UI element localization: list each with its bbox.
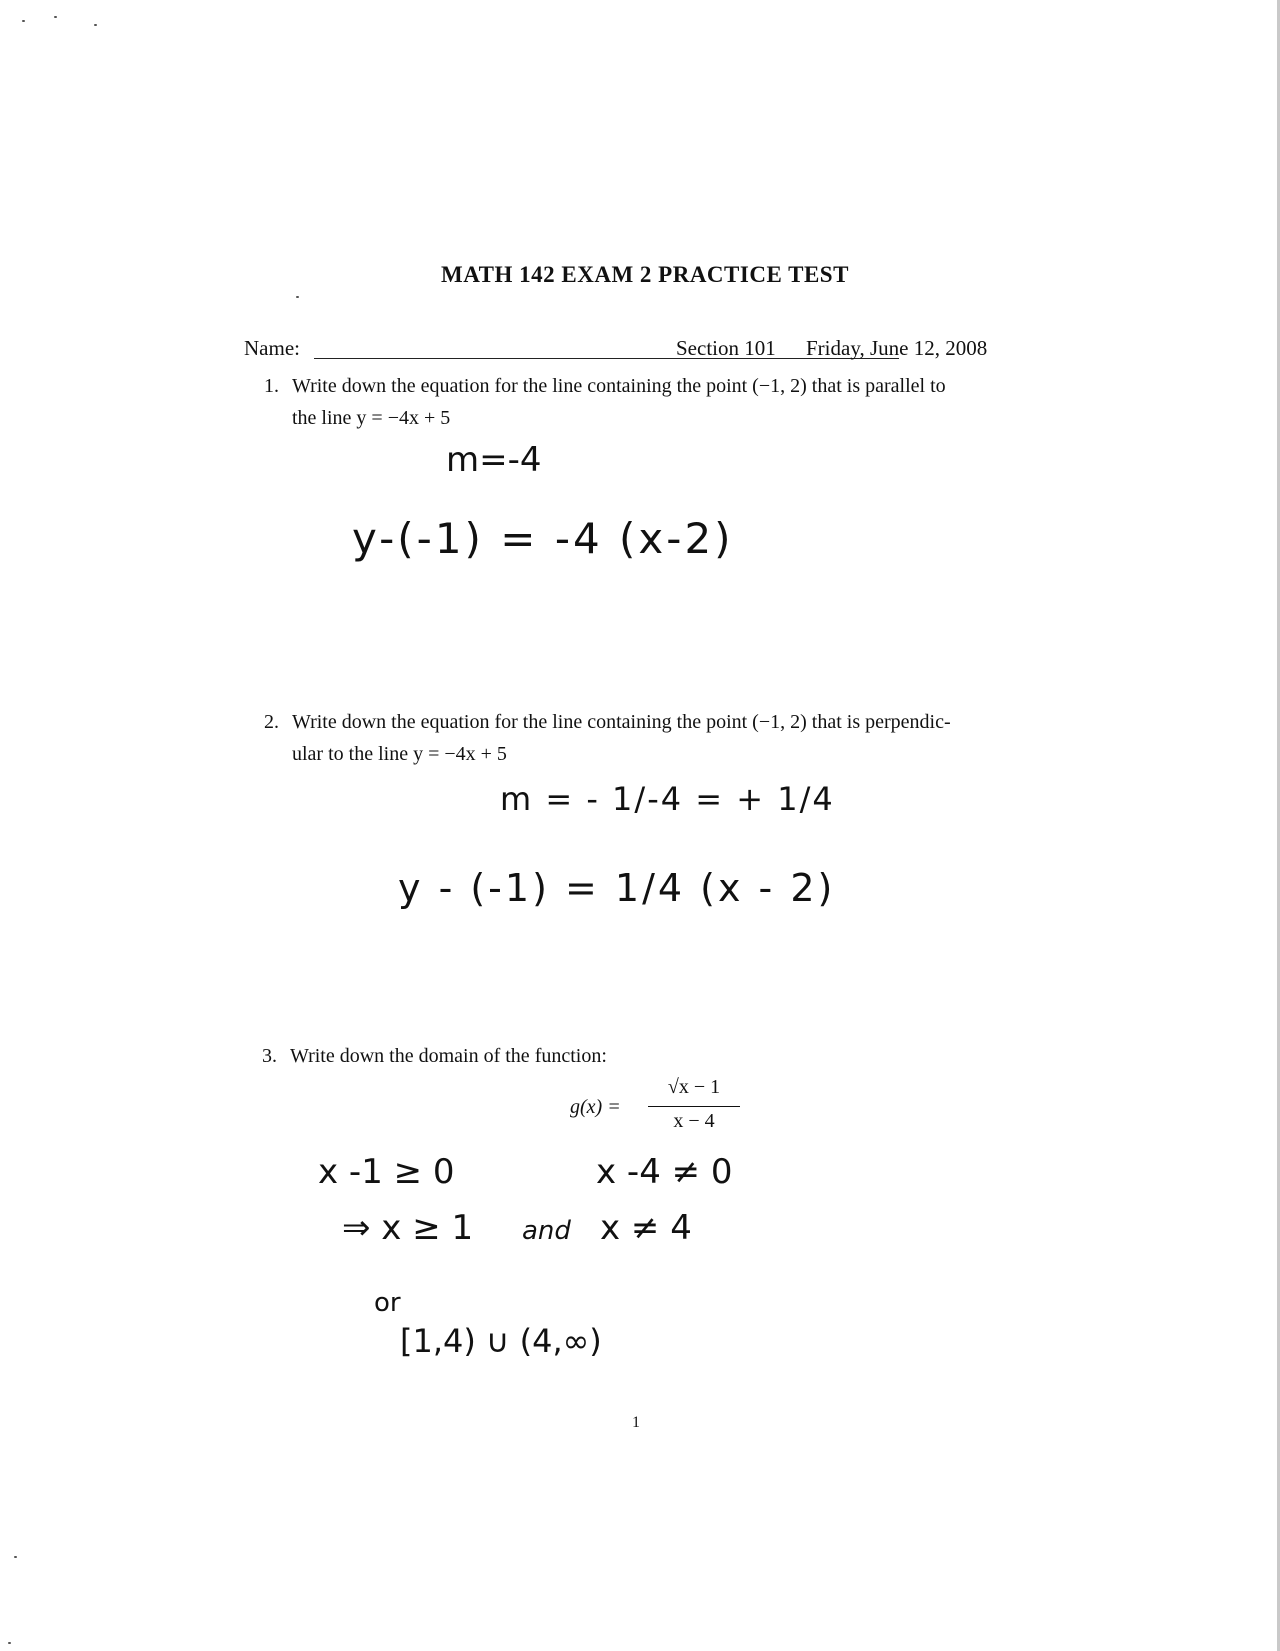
scan-speck [14, 1556, 17, 1558]
handwritten-answer: x -4 ≠ 0 [596, 1152, 733, 1192]
question-text [290, 1040, 607, 1072]
handwritten-answer: y - (-1) = 1/4 (x - 2) [398, 866, 836, 910]
scan-speck [8, 1642, 11, 1644]
question-number: 1. [264, 375, 279, 397]
handwritten-answer: y-(-1) = -4 (x-2) [352, 514, 734, 563]
name-label: Name: [244, 336, 300, 360]
question-line: Write down the equation for the line containing the point (−1, 2) that is perpendic- [292, 711, 951, 733]
handwritten-answer: ⇒ x ≥ 1 [342, 1208, 474, 1248]
handwritten-answer: m = - 1/-4 = + 1/4 [500, 780, 835, 818]
question-text [292, 706, 951, 770]
question-line: Write down the domain of the function: [290, 1045, 607, 1067]
handwritten-answer: x ≠ 4 [600, 1208, 692, 1248]
handwritten-answer: x -1 ≥ 0 [318, 1152, 455, 1192]
scan-speck [94, 24, 97, 26]
handwritten-answer: or [374, 1288, 401, 1318]
section-label: Section 101 [676, 336, 776, 360]
question-line: Write down the equation for the line containing the point (−1, 2) that is parallel to [292, 375, 946, 397]
formula-numerator: √x − 1 [667, 1076, 721, 1098]
fraction-bar [648, 1106, 740, 1107]
page-number: 1 [632, 1414, 640, 1431]
exam-title: MATH 142 EXAM 2 PRACTICE TEST [441, 262, 849, 287]
name-row [244, 336, 1074, 366]
handwritten-answer: m=-4 [446, 440, 542, 480]
question-line: ular to the line y = −4x + 5 [292, 743, 507, 765]
question-line: the line y = −4x + 5 [292, 407, 451, 429]
question-text [292, 370, 946, 434]
formula-denominator: x − 4 [673, 1110, 715, 1132]
handwritten-answer: and [522, 1216, 571, 1246]
scan-speck [54, 16, 57, 18]
exam-date: Friday, June 12, 2008 [806, 336, 988, 360]
formula-lhs: g(x) = [570, 1096, 621, 1118]
scan-speck [296, 296, 299, 298]
question-number: 2. [264, 711, 279, 733]
question-number: 3. [262, 1045, 277, 1067]
handwritten-answer: [1,4) ∪ (4,∞) [400, 1322, 602, 1360]
scan-speck [22, 20, 25, 22]
